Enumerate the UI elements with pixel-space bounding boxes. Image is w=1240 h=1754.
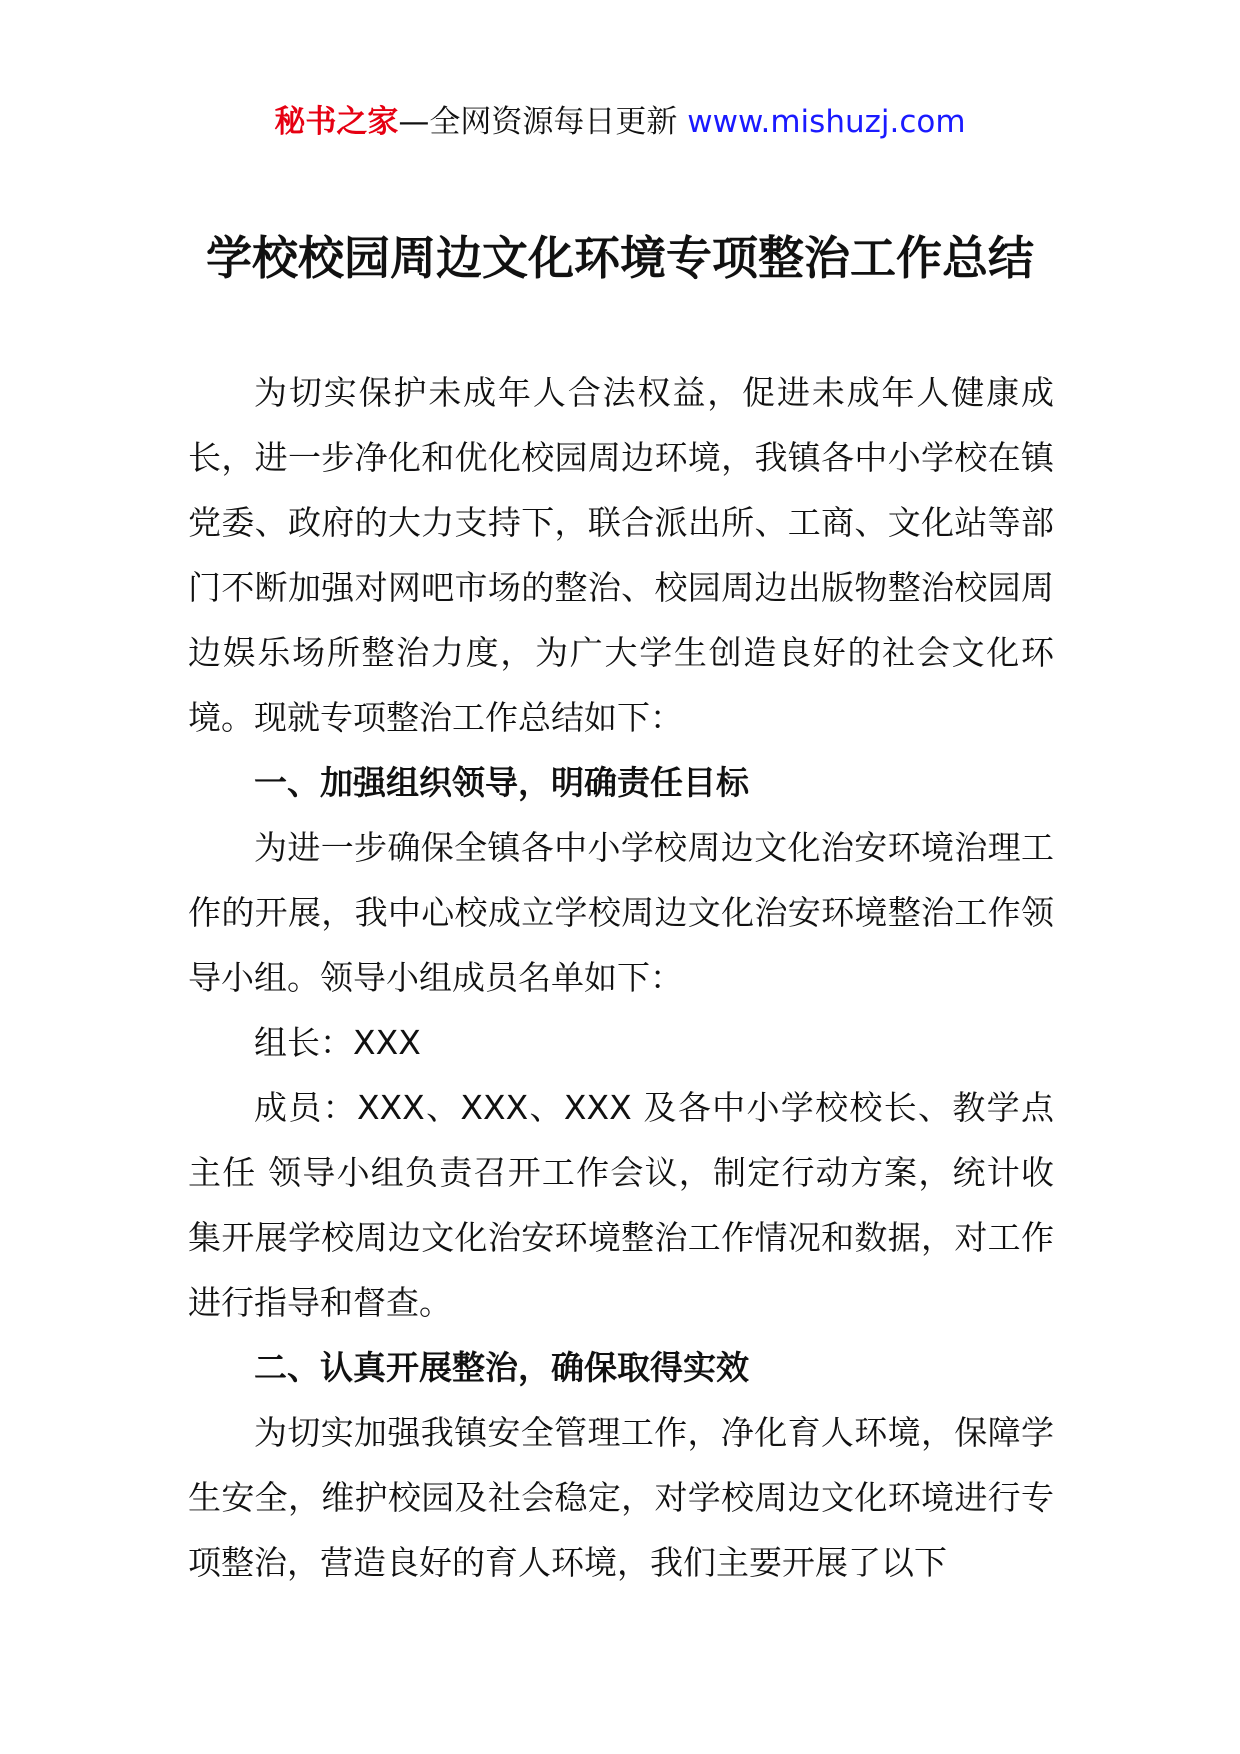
site-header [0,100,1240,144]
members-paragraph: 成员：XXX、XXX、XXX 及各中小学校校长、教学点主任 领导小组负责召开工作会议，制定行动方案，统计收集开展学校周边文化治安环境整治工作情况和数据，对工作进行指导和督查。 [188,1088,1054,1322]
document-body [188,360,1054,1595]
header-brand: 秘书之家 [274,104,399,140]
header-tagline: —全网资源每日更新 [398,104,688,140]
intro-paragraph: 为切实保护未成年人合法权益，促进未成年人健康成长，进一步净化和优化校园周边环境，我镇各中小学校在镇党委、政府的大力支持下，联合派出所、工商、文化站等部门不断加强对网吧市场的整治、校园周边出版物整治校园周边娱乐场所整治力度，为广大学生创造良好的社会文化环境。现就专项整治工作总结如下： [188,373,1054,737]
section-heading-2: 二、认真开展整治，确保取得实效 [254,1348,749,1387]
section-heading-1: 一、加强组织领导，明确责任目标 [254,763,749,802]
leader-line: 组长：XXX [254,1023,421,1062]
section-2-paragraph: 为切实加强我镇安全管理工作，净化育人环境，保障学生安全，维护校园及社会稳定，对学校周边文化环境进行专项整治，营造良好的育人环境，我们主要开展了以下 [188,1413,1054,1582]
header-url: www.mishuzj.com [687,104,966,140]
section-1-paragraph: 为进一步确保全镇各中小学校周边文化治安环境治理工作的开展，我中心校成立学校周边文化治安环境整治工作领导小组。领导小组成员名单如下： [188,828,1054,997]
document-title: 学校校园周边文化环境专项整治工作总结 [206,231,1034,285]
